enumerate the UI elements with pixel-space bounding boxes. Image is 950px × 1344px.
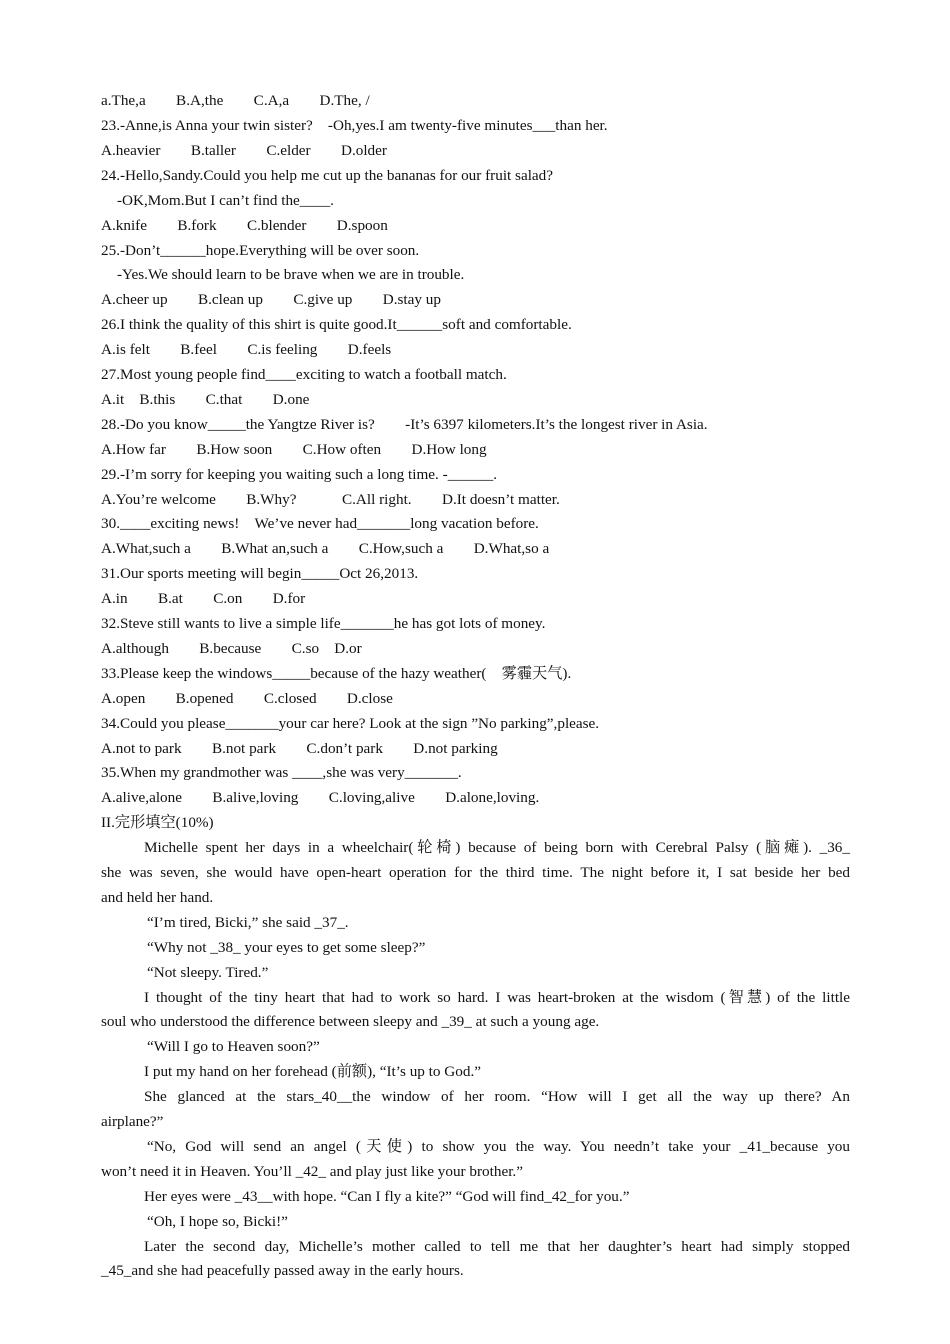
q29-options: A.You’re welcome B.Why? C.All right. D.It doesn’t matter.	[101, 491, 560, 508]
passage-dialogue: “Oh, I hope so, Bicki!”	[147, 1213, 288, 1230]
q27-stem: 27.Most young people find____exciting to watch a football match.	[101, 366, 507, 383]
passage-line: Later the second day, Michelle’s mother called to tell me that her daughter’s heart had simply stopped	[144, 1238, 850, 1255]
passage-line: _45_and she had peacefully passed away in the early hours.	[101, 1262, 464, 1279]
passage-dialogue: “Not sleepy. Tired.”	[147, 964, 269, 981]
q26-options: A.is felt B.feel C.is feeling D.feels	[101, 341, 392, 358]
q25-stem: 25.-Don’t______hope.Everything will be over soon.	[101, 242, 420, 259]
passage-line: she was seven, she would have open-heart operation for the third time. The night before it, I sat beside her bed	[101, 864, 850, 881]
q24-options: A.knife B.fork C.blender D.spoon	[101, 217, 388, 234]
q30-stem: 30.____exciting news! We’ve never had_______long vacation before.	[101, 515, 539, 532]
passage-dialogue: “No, God will send an angel (天使) to show you the way. You needn’t take your _41_because you	[147, 1138, 850, 1155]
q25-stem-cont: -Yes.We should learn to be brave when we are in trouble.	[117, 266, 465, 283]
q33-options: A.open B.opened C.closed D.close	[101, 690, 393, 707]
q34-stem: 34.Could you please_______your car here? Look at the sign ”No parking”,please.	[101, 715, 600, 732]
passage-dialogue: “Will I go to Heaven soon?”	[147, 1038, 320, 1055]
passage-line: won’t need it in Heaven. You’ll _42_ and play just like your brother.”	[101, 1163, 523, 1180]
q26-stem: 26.I think the quality of this shirt is quite good.It______soft and comfortable.	[101, 316, 572, 333]
passage-line: I put my hand on her forehead (前额), “It’s up to God.”	[144, 1063, 481, 1080]
passage-line: I thought of the tiny heart that had to work so hard. I was heart-broken at the wisdom (智慧) of the little	[144, 989, 850, 1006]
q31-stem: 31.Our sports meeting will begin_____Oct 26,2013.	[101, 565, 419, 582]
q23-options: A.heavier B.taller C.elder D.older	[101, 142, 387, 159]
passage-line: Her eyes were _43__with hope. “Can I fly a kite?” “God will find_42_for you.”	[144, 1188, 630, 1205]
q29-stem: 29.-I’m sorry for keeping you waiting such a long time. -______.	[101, 466, 498, 483]
section-heading: II.完形填空(10%)	[101, 814, 214, 831]
q31-options: A.in B.at C.on D.for	[101, 590, 306, 607]
q24-stem: 24.-Hello,Sandy.Could you help me cut up the bananas for our fruit salad?	[101, 167, 553, 184]
passage-line: and held her hand.	[101, 889, 214, 906]
q32-options: A.although B.because C.so D.or	[101, 640, 362, 657]
q28-stem: 28.-Do you know_____the Yangtze River is? -It’s 6397 kilometers.It’s the longest river in Asia.	[101, 416, 708, 433]
q35-options: A.alive,alone B.alive,loving C.loving,alive D.alone,loving.	[101, 789, 540, 806]
passage-dialogue: “Why not _38_ your eyes to get some sleep?”	[147, 939, 426, 956]
q33-stem: 33.Please keep the windows_____because of the hazy weather( 雾霾天气).	[101, 665, 572, 682]
passage-line: soul who understood the difference between sleepy and _39_ at such a young age.	[101, 1013, 600, 1030]
q25-options: A.cheer up B.clean up C.give up D.stay up	[101, 291, 441, 308]
q34-options: A.not to park B.not park C.don’t park D.not parking	[101, 740, 498, 757]
passage-line: She glanced at the stars_40__the window of her room. “How will I get all the way up there? An	[144, 1088, 850, 1105]
q24-stem-cont: -OK,Mom.But I can’t find the____.	[117, 192, 334, 209]
q30-options: A.What,such a B.What an,such a C.How,such a D.What,so a	[101, 540, 550, 557]
q35-stem: 35.When my grandmother was ____,she was very_______.	[101, 764, 462, 781]
q32-stem: 32.Steve still wants to live a simple life_______he has got lots of money.	[101, 615, 546, 632]
passage-line: airplane?”	[101, 1113, 164, 1130]
q28-options: A.How far B.How soon C.How often D.How long	[101, 441, 487, 458]
q27-options: A.it B.this C.that D.one	[101, 391, 310, 408]
passage-dialogue: “I’m tired, Bicki,” she said _37_.	[147, 914, 349, 931]
q22-options: a.The,a B.A,the C.A,a D.The, /	[101, 92, 370, 109]
passage-line: Michelle spent her days in a wheelchair(轮椅) because of being born with Cerebral Palsy (脑瘫). _36_	[144, 839, 850, 856]
q23-stem: 23.-Anne,is Anna your twin sister? -Oh,yes.I am twenty-five minutes___than her.	[101, 117, 608, 134]
